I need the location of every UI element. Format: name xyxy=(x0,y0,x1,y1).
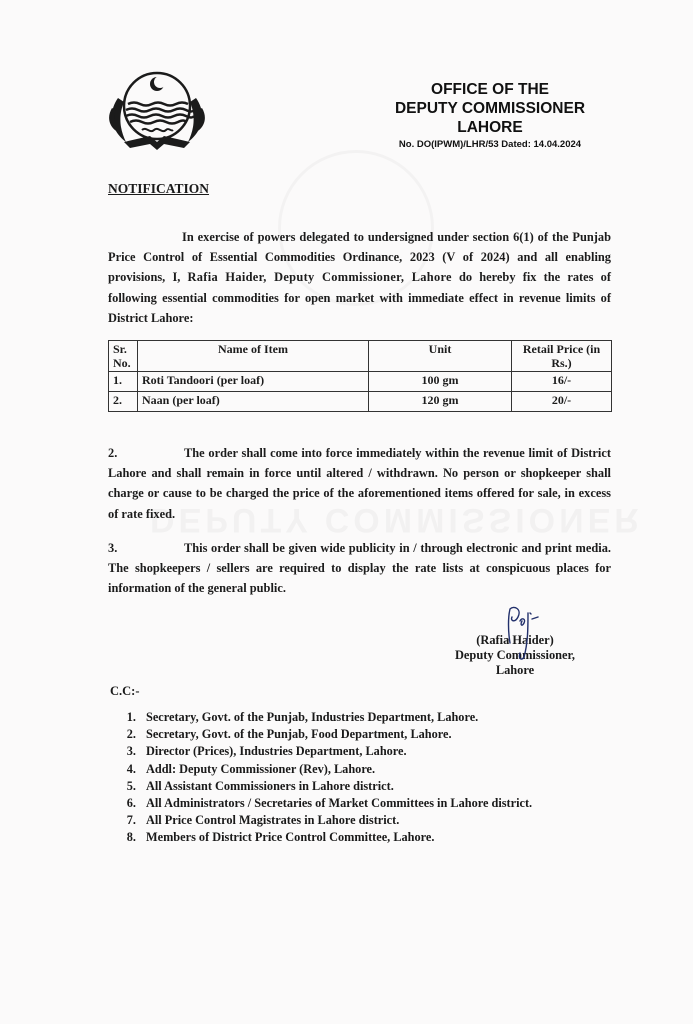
list-item: 7. All Price Control Magistrates in Lahore district. xyxy=(126,813,400,828)
signatory-name: (Rafia Haider) xyxy=(476,633,554,647)
cc-label: C.C:- xyxy=(110,684,140,698)
cell-retail-price: 16/- xyxy=(512,372,612,392)
list-item: 3. Director (Prices), Industries Department, Lahore. xyxy=(126,744,407,759)
paragraph-1-text-before: In exercise of powers delegated to undersigned under section 6(1) of the Punjab Price Control of Essential Commodities Ordinance, 2023 (V of 2024) and all enabling provisions, I, xyxy=(108,230,611,285)
cell-unit: 100 gm xyxy=(369,372,512,392)
handwritten-signature-icon xyxy=(500,603,550,663)
paragraph-2-number: 2. xyxy=(108,446,118,460)
office-header xyxy=(370,80,610,152)
paragraph-1-emphasis: Rafia Haider, Deputy Commissioner, Lahore xyxy=(187,270,452,285)
header-sr-no: Sr. No. xyxy=(109,341,138,372)
signatory-designation: Deputy Commissioner, xyxy=(454,648,575,662)
header-unit: Unit xyxy=(369,341,512,372)
signature-block xyxy=(440,603,590,678)
list-item: 6. All Administrators / Secretaries of Market Committees in Lahore district. xyxy=(126,796,533,811)
office-line-2: DEPUTY COMMISSIONER xyxy=(394,100,586,117)
cell-sr-no: 2. xyxy=(109,392,138,412)
cc-list xyxy=(110,709,532,847)
table-row xyxy=(109,372,612,392)
cell-retail-price: 20/- xyxy=(512,392,612,412)
paragraph-2-text: The order shall come into force immediately within the revenue limit of District Lahore and shall remain in force until altered / withdrawn. No person or shopkeeper shall charge or cause to be charged the price of the aforementioned items offered for sale, in excess of rate fixed. xyxy=(108,446,611,521)
list-item: 2. Secretary, Govt. of the Punjab, Food Department, Lahore. xyxy=(126,727,452,742)
list-item: 8. Members of District Price Control Committee, Lahore. xyxy=(126,830,435,845)
cell-item-name: Roti Tandoori (per loaf) xyxy=(138,372,369,392)
signatory-place: Lahore xyxy=(495,663,535,677)
table-row xyxy=(109,392,612,412)
cell-sr-no: 1. xyxy=(109,372,138,392)
list-item: 5. All Assistant Commissioners in Lahore district. xyxy=(126,778,394,793)
paragraph-3-number: 3. xyxy=(108,541,118,555)
reference-number-date: No. DO(IPWM)/LHR/53 Dated: 14.04.2024 xyxy=(398,139,582,150)
cell-item-name: Naan (per loaf) xyxy=(138,392,369,412)
paragraph-1 xyxy=(108,227,611,328)
header-retail-price: Retail Price (in Rs.) xyxy=(512,341,612,372)
list-item: 4. Addl: Deputy Commissioner (Rev), Lahore. xyxy=(126,761,376,776)
paragraph-3 xyxy=(108,538,611,599)
paragraph-1-text-after: do hereby fix the rates of following essential commodities for open market with immediate effect in revenue limits of District Lahore: xyxy=(108,270,611,325)
government-of-punjab-emblem-icon xyxy=(104,68,210,152)
cell-unit: 120 gm xyxy=(369,392,512,412)
list-item: 1. Secretary, Govt. of the Punjab, Industries Department, Lahore. xyxy=(126,710,479,724)
table-header-row xyxy=(109,341,612,372)
office-line-3: LAHORE xyxy=(457,119,523,136)
notification-title: NOTIFICATION xyxy=(108,181,210,196)
rates-table xyxy=(108,340,612,412)
header-item-name: Name of Item xyxy=(138,341,369,372)
paragraph-3-text: This order shall be given wide publicity in / through electronic and print media. The shopkeepers / sellers are required to display the rate lists at conspicuous places for information of the general public. xyxy=(108,541,611,596)
office-line-1: OFFICE OF THE xyxy=(431,81,549,98)
paragraph-2 xyxy=(108,443,611,524)
